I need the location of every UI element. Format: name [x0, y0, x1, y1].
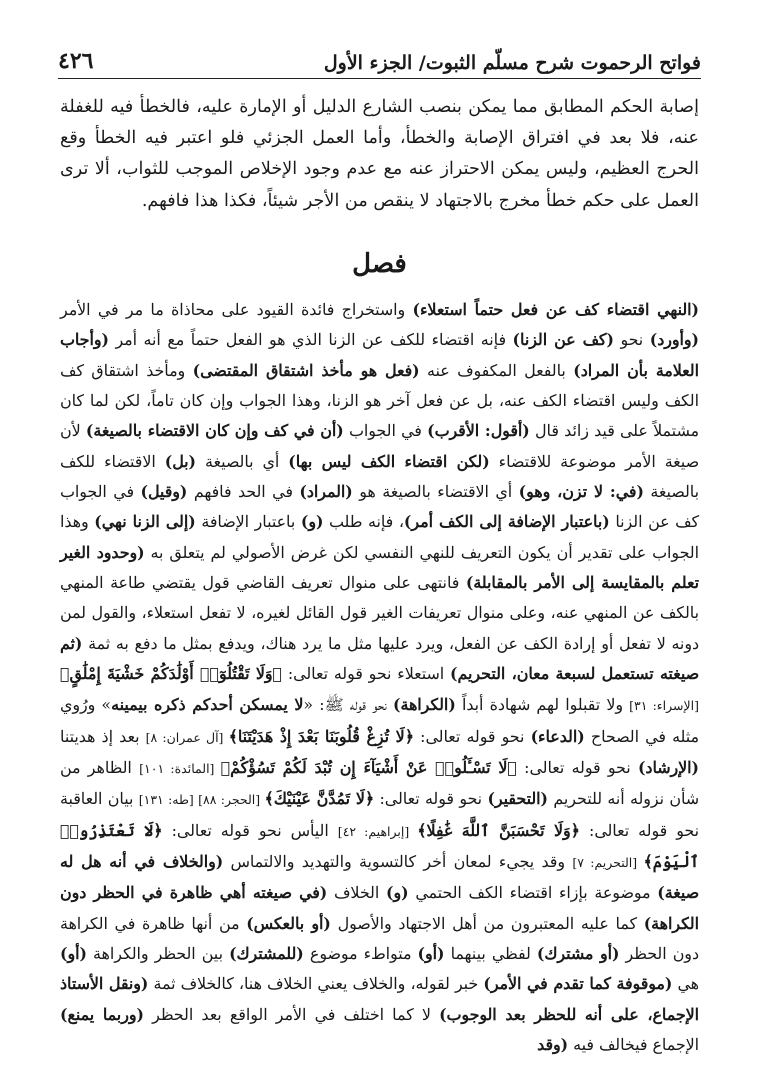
body-bold-segment: (أو مشترك): [536, 944, 620, 964]
page-header: [58, 38, 701, 79]
body-bold-segment: (في صيغته أهي ظاهرة في الحظر دون الكراهة): [60, 883, 699, 933]
verse-reference: [التحريم: ٧]: [572, 855, 644, 870]
body-text-segment: بعد إذ هديتنا: [60, 726, 146, 746]
body-text-segment: بالفعل المكفوف عنه: [419, 360, 574, 380]
intro-paragraph: إصابة الحكم المطابق مما يمكن بنصب الشارع الدليل أو الإمارة عليه، فالخطأ فيه للغفلة عنه، فلا بعد في افتراق الإصابة والخطأ، وأما العمل الجزئي فلو اعتبر فيه الخطأ وقع الحرج العظيم، وليس يمكن الاحتراز عنه مع عدم وجود الإخلاص الموجب للثواب، ألا ترى العمل على حكم خطأ مخرج بالاجتهاد لا ينقص من الأجر شيئاً، فكذا هذا فافهم.: [60, 97, 699, 211]
quran-quote: ﴿لَا تَعْتَذِرُوا۟ ٱلْيَوْمَ﴾: [60, 820, 699, 871]
body-bold-segment: (أو): [60, 944, 87, 964]
body-text-segment: بيان العاقبة نحو قوله تعالى:: [60, 789, 699, 840]
body-bold-segment: (المراد): [299, 481, 353, 501]
body-text-segment: خبر لقوله، والخلاف يعني الخلاف هنا، كالخلاف ثمة: [148, 974, 484, 994]
body-bold-segment: (الدعاء): [530, 726, 585, 746]
body-bold-segment: (باعتبار الإضافة إلى الكف أمر): [403, 512, 610, 532]
body-bold-segment: (و): [386, 883, 409, 903]
body-bold-segment: (التحقير): [487, 789, 549, 809]
body-paragraph: [60, 295, 699, 1061]
body-text-segment: أي بالصيغة: [196, 451, 289, 471]
running-title: فواتح الرحموت شرح مسلّم الثبوت/ الجزء الأول: [323, 52, 701, 74]
body-text-segment: لا كما اختلف في الأمر الواقع بعد الحظر: [143, 1004, 440, 1024]
body-text-segment: نحو قوله ﷺ: «: [303, 695, 394, 715]
quran-quote: ﴿وَلَا تَحْسَبَنَّ ٱللَّهَ غَٰفِلًا﴾: [417, 820, 580, 840]
body-text-segment: في الجواب كف عن الزنا: [60, 481, 700, 532]
body-text-segment: » ورُوي مثله في الصحاح: [60, 695, 699, 746]
body-text-segment: نحو قوله تعالى:: [516, 757, 638, 777]
body-text-segment: في الحد فافهم: [187, 481, 300, 501]
body-text-segment: متواطء موضوع: [303, 944, 418, 964]
body-text-segment: كما عليه المعتبرون من أهل الاجتهاد والأصول: [330, 913, 644, 933]
body-text-segment: بين الحظر والكراهة: [86, 944, 230, 964]
body-text-segment: باعتبار الإضافة: [195, 512, 301, 532]
body-bold-segment: (النهي اقتضاء كف عن فعل حتماً استعلاء): [412, 299, 700, 319]
body-text-segment: من أنها ظاهرة في الكراهة دون الحظر: [60, 913, 699, 964]
page-content: [60, 92, 699, 1060]
body-text-segment: فانتهى على منوال تعريف القاضي قول يقتضي طاعة المنهي بالكف عن المنهي عنه، وعلى منوال تعريفات الغير قول القائل لغيره، لا تفعل استعلاء، والقول لمن دونه لا تفعل أو إرادة الكف عن الفعل، ويرد عليها مثل ما يرد هناك، ويدفع بمثل ما دفع به ثمة: [60, 572, 699, 653]
body-text-segment: وهذا الجواب على تقدير أن يكون التعريف للنهي النفسي لكن غرض الأصولي لم يتعلق به: [60, 512, 699, 562]
body-text-segment: لأن صيغة الأمر موضوعة للاقتضاء: [60, 421, 699, 471]
body-text-segment: ، فإنه طلب: [323, 512, 404, 532]
body-bold-segment: (فعل هو مأخذ اشتقاق المقتضى): [192, 360, 420, 380]
quran-quote: ﴿وَلَا تَقْتُلُوٓا۟ أَوْلَٰدَكُمْ خَشْيَةَ إِمْلَٰقٍ﴾: [60, 663, 282, 683]
body-text-segment: ولا تقبلوا لهم شهادة أبداً: [455, 695, 630, 715]
body-text-segment: وقد يجيء لمعان أخر كالتسوية والتهديد والالتماس: [223, 852, 573, 871]
body-bold-segment: (الكراهة): [393, 695, 456, 715]
body-bold-segment: (وقيل): [140, 481, 188, 501]
body-bold-segment: (لكن اقتضاء الكف ليس بها): [288, 451, 490, 471]
body-text-segment: ومأخذ اشتقاق كف الكف وليس اقتضاء الكف عنه، بل عن فعل آخر هو الزنا، وهذا الجواب وإن كان تاماً، لكن لما كان مشتملاً على قيد زائد قال: [60, 360, 699, 441]
body-bold-segment: (أن في كف وإن كان الاقتضاء بالصيغة): [85, 421, 344, 441]
body-bold-segment: (و): [300, 512, 324, 532]
page-number: ٤٢٦: [58, 48, 94, 74]
body-bold-segment: (إلى الزنا نهي): [94, 512, 196, 532]
verse-reference: [الحجر: ٨٨] [طه: ١٣١]: [138, 792, 265, 808]
verse-reference: [المائدة: ١٠١]: [139, 760, 221, 776]
verse-reference: [إبراهيم: ٤٢]: [337, 823, 418, 839]
body-bold-segment: (أقول: الأقرب): [427, 421, 530, 441]
body-bold-segment: (ونقل الأستاذ الإجماع، على أنه للحظر بعد الوجوب): [60, 974, 699, 1024]
body-text-segment: نحو قوله تعالى:: [413, 726, 531, 746]
body-text-segment: لفظي بينهما: [444, 944, 537, 964]
body-text-segment: الظاهر من شأن نزوله أنه للتحريم: [60, 757, 700, 809]
body-bold-segment: (الإرشاد): [637, 757, 699, 777]
body-bold-segment: (أو): [417, 944, 445, 964]
body-bold-segment: (وأجاب العلامة بأن المراد): [60, 330, 699, 380]
body-bold-segment: (بل): [164, 451, 197, 471]
body-text-segment: هي: [672, 974, 699, 994]
section-heading: فصل: [352, 248, 407, 279]
body-text-segment: أي الاقتضاء بالصيغة هو: [352, 481, 519, 501]
body-bold-segment: (للمشترك): [229, 944, 304, 964]
body-text-segment: نحو قوله تعالى:: [374, 789, 488, 809]
verse-reference: [الإسراء: ٣١]: [629, 698, 700, 714]
body-text-segment: الخلاف: [327, 883, 386, 903]
body-text-segment: في الجواب: [343, 421, 428, 441]
body-text-segment: واستخراج فائدة القيود على محاذاة ما مر في الأمر: [60, 299, 413, 319]
body-text-segment: اليأس نحو قوله تعالى:: [162, 820, 338, 840]
body-bold-segment: (كف عن الزنا): [512, 330, 614, 350]
body-bold-segment: لا يمسكن أحدكم ذكره بيمينه: [111, 695, 304, 715]
quran-quote: ﴿لَا تُزِغْ قُلُوبَنَا بَعْدَ إِذْ هَدَيْتَنَا﴾: [228, 726, 414, 746]
body-text-segment: موضوعة بإزاء اقتضاء الكف الحتمي: [408, 883, 658, 903]
body-bold-segment: (وحدود الغير تعلم بالمقايسة إلى الأمر بالمقابلة): [60, 542, 699, 592]
body-bold-segment: (ثم صيغته تستعمل لسبعة معان، التحريم): [60, 633, 699, 683]
body-bold-segment: (والخلاف في أنه هل له صيغة): [60, 852, 699, 903]
quran-quote: ﴿لَا تَسْـَٔلُوا۟ عَنْ أَشْيَآءَ إِن تُبْدَ لَكُمْ تَسُؤْكُمْ﴾: [220, 757, 517, 777]
verse-reference: [آل عمران: ٨]: [145, 729, 229, 745]
body-bold-segment: (وربما يمنع): [60, 1004, 144, 1024]
body-bold-segment: (أو بالعكس): [246, 913, 331, 933]
body-text-segment: فإنه اقتضاء للكف عن الزنا الذي هو الفعل حتماً مع أنه أمر: [108, 330, 513, 350]
body-text-segment: الإجماع فيخالف فيه: [568, 1035, 699, 1055]
body-bold-segment: (في: لا تزن، وهو): [518, 481, 644, 501]
body-bold-segment: (وقد: [537, 1035, 569, 1055]
body-bold-segment: (وأورد): [649, 330, 699, 350]
body-text-segment: استعلاء نحو قوله تعالى:: [281, 663, 451, 683]
quran-quote: ﴿لَا تَمُدَّنَّ عَيْنَيْكَ﴾: [264, 789, 375, 809]
body-text-segment: نحو: [613, 330, 650, 350]
body-bold-segment: (موقوفة كما تقدم في الأمر): [483, 974, 673, 994]
body-text-segment: الاقتضاء للكف بالصيغة: [60, 451, 699, 501]
